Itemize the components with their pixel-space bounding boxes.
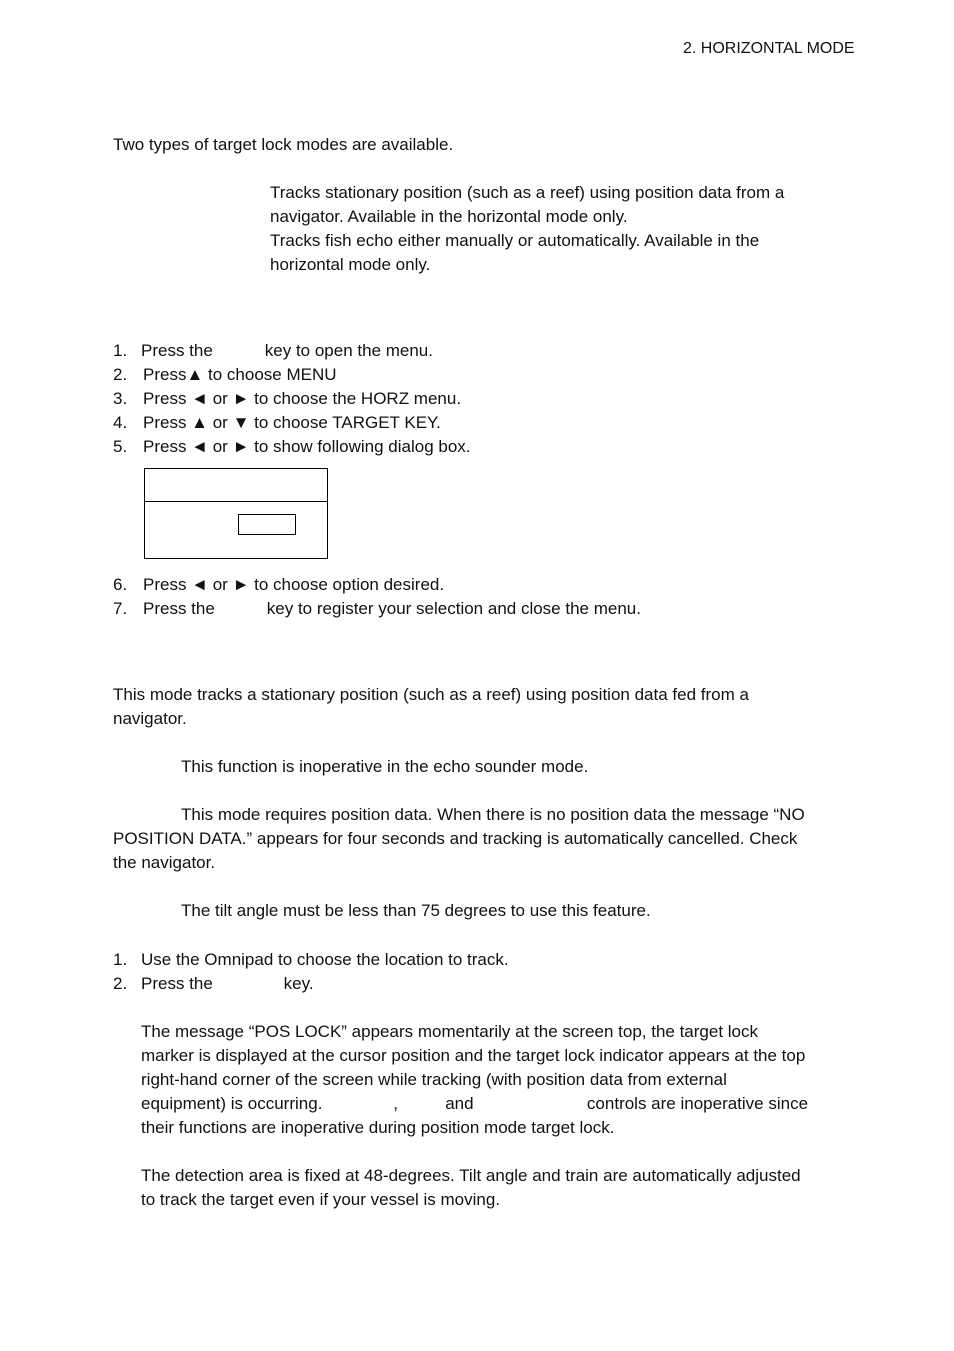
- dialog-title-bar: [145, 469, 327, 502]
- body-paragraph-line: marker is displayed at the cursor position and the target lock indicator appears at the top: [141, 1046, 806, 1065]
- body-paragraph-line: The detection area is fixed at 48-degrees. Tilt angle and train are automatically adjusted: [141, 1166, 801, 1185]
- dialog-option-box: [238, 514, 296, 535]
- section-header: 2. HORIZONTAL MODE: [683, 40, 855, 57]
- mode-description-line: horizontal mode only.: [270, 255, 431, 274]
- body-paragraph-line: their functions are inoperative during position mode target lock.: [141, 1118, 615, 1137]
- note-text: This mode requires position data. When there is no position data the message “NO: [181, 805, 805, 824]
- body-paragraph-line: right-hand corner of the screen while tracking (with position data from external: [141, 1070, 727, 1089]
- poslock-intro-line: navigator.: [113, 709, 187, 728]
- step-number: 5.: [113, 437, 128, 456]
- target-key-dialog: [144, 468, 328, 559]
- note-text: This function is inoperative in the echo sounder mode.: [181, 757, 589, 776]
- step-number: 2.: [113, 365, 128, 384]
- step-number: 1.: [113, 341, 128, 360]
- step-text: Press ◄ or ► to show following dialog box.: [143, 437, 471, 456]
- step-text: Press ◄ or ► to choose the HORZ menu.: [143, 389, 462, 408]
- step-number: 2.: [113, 974, 128, 993]
- step-text: Press ▲ or ▼ to choose TARGET KEY.: [143, 413, 441, 432]
- step-text: Press▲ to choose MENU: [143, 365, 337, 384]
- note-text: The tilt angle must be less than 75 degrees to use this feature.: [181, 901, 651, 920]
- step-number: 3.: [113, 389, 128, 408]
- step-text: Press the key to open the menu.: [141, 341, 433, 360]
- poslock-intro-line: This mode tracks a stationary position (such as a reef) using position data fed from a: [113, 685, 749, 704]
- body-paragraph-line: equipment) is occurring. , and controls are inoperative since: [141, 1094, 809, 1113]
- step-number: 7.: [113, 599, 128, 618]
- step-text: Press ◄ or ► to choose option desired.: [143, 575, 445, 594]
- intro-text: Two types of target lock modes are available.: [113, 135, 454, 154]
- step-text: Press the key to register your selection and close the menu.: [143, 599, 641, 618]
- mode-description-line: Tracks stationary position (such as a reef) using position data from a: [270, 183, 785, 202]
- mode-description-line: Tracks fish echo either manually or automatically. Available in the: [270, 231, 760, 250]
- step-number: 6.: [113, 575, 128, 594]
- mode-description-line: navigator. Available in the horizontal mode only.: [270, 207, 628, 226]
- body-paragraph-line: The message “POS LOCK” appears momentarily at the screen top, the target lock: [141, 1022, 759, 1041]
- note-text: the navigator.: [113, 853, 216, 872]
- step-text: Press the key.: [141, 974, 314, 993]
- body-paragraph-line: to track the target even if your vessel is moving.: [141, 1190, 501, 1209]
- step-text: Use the Omnipad to choose the location to track.: [141, 950, 509, 969]
- step-number: 1.: [113, 950, 128, 969]
- step-number: 4.: [113, 413, 128, 432]
- note-text: POSITION DATA.” appears for four seconds and tracking is automatically cancelled. Check: [113, 829, 798, 848]
